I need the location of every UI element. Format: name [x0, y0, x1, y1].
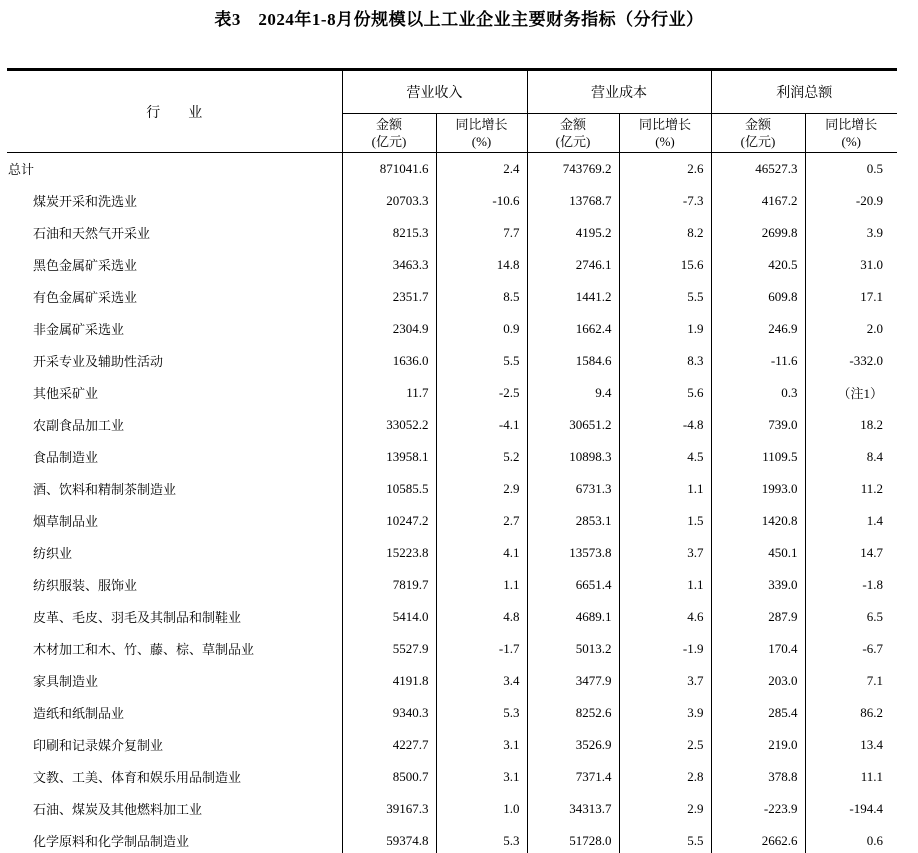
revenue-growth-cell: -4.1	[436, 409, 527, 441]
table-row	[7, 409, 897, 441]
cost-amount-cell: 9.4	[527, 377, 619, 409]
cost-growth-cell: -4.8	[619, 409, 711, 441]
subheader-profit-amount	[711, 114, 805, 153]
cost-amount-cell: 51728.0	[527, 825, 619, 853]
profit-amount-cell: 1109.5	[711, 441, 805, 473]
column-header-operating-cost: 营业成本	[527, 70, 711, 114]
profit-growth-cell: 7.1	[805, 665, 897, 697]
revenue-amount-cell: 8500.7	[342, 761, 436, 793]
table-row	[7, 153, 897, 185]
industry-cell: 皮革、毛皮、羽毛及其制品和制鞋业	[33, 610, 242, 625]
revenue-amount-cell: 20703.3	[342, 185, 436, 217]
cost-growth-cell: 2.5	[619, 729, 711, 761]
cost-amount-cell: 34313.7	[527, 793, 619, 825]
cost-growth-cell: 15.6	[619, 249, 711, 281]
cost-amount-cell: 5013.2	[527, 633, 619, 665]
revenue-growth-cell: 5.5	[436, 345, 527, 377]
cost-amount-cell: 4195.2	[527, 217, 619, 249]
profit-growth-cell: 86.2	[805, 697, 897, 729]
financial-indicators-table	[7, 68, 897, 853]
subheader-label: 金额	[375, 117, 402, 132]
revenue-growth-cell: -1.7	[436, 633, 527, 665]
profit-amount-cell: -223.9	[711, 793, 805, 825]
revenue-growth-cell: 5.2	[436, 441, 527, 473]
subheader-unit: (亿元)	[371, 134, 407, 149]
profit-growth-cell: -6.7	[805, 633, 897, 665]
revenue-amount-cell: 8215.3	[342, 217, 436, 249]
profit-amount-cell: 339.0	[711, 569, 805, 601]
profit-growth-cell: -194.4	[805, 793, 897, 825]
revenue-growth-cell: 14.8	[436, 249, 527, 281]
column-header-operating-revenue: 营业收入	[342, 70, 527, 114]
cost-growth-cell: 8.2	[619, 217, 711, 249]
table-row	[7, 793, 897, 825]
cost-growth-cell: 3.7	[619, 665, 711, 697]
profit-growth-cell: -1.8	[805, 569, 897, 601]
profit-amount-cell: 219.0	[711, 729, 805, 761]
revenue-amount-cell: 2351.7	[342, 281, 436, 313]
cost-growth-cell: -7.3	[619, 185, 711, 217]
profit-amount-cell: 739.0	[711, 409, 805, 441]
table-row	[7, 761, 897, 793]
revenue-amount-cell: 59374.8	[342, 825, 436, 853]
profit-growth-cell: 0.6	[805, 825, 897, 853]
subheader-revenue-growth	[436, 114, 527, 153]
table-row	[7, 633, 897, 665]
cost-amount-cell: 10898.3	[527, 441, 619, 473]
cost-amount-cell: 743769.2	[527, 153, 619, 185]
cost-growth-cell: 2.8	[619, 761, 711, 793]
profit-growth-cell: 3.9	[805, 217, 897, 249]
revenue-growth-cell: 2.7	[436, 505, 527, 537]
industry-cell: 纺织业	[33, 546, 73, 561]
profit-growth-cell: （注1）	[805, 377, 897, 409]
profit-amount-cell: 2699.8	[711, 217, 805, 249]
industry-cell: 印刷和记录媒介复制业	[33, 738, 164, 753]
cost-growth-cell: 1.1	[619, 569, 711, 601]
profit-growth-cell: 2.0	[805, 313, 897, 345]
revenue-amount-cell: 871041.6	[342, 153, 436, 185]
cost-amount-cell: 3526.9	[527, 729, 619, 761]
cost-amount-cell: 1662.4	[527, 313, 619, 345]
subheader-label: 同比增长	[638, 117, 691, 132]
revenue-amount-cell: 10247.2	[342, 505, 436, 537]
cost-amount-cell: 30651.2	[527, 409, 619, 441]
profit-amount-cell: 246.9	[711, 313, 805, 345]
subheader-label: 金额	[744, 117, 771, 132]
revenue-growth-cell: 4.1	[436, 537, 527, 569]
industry-cell: 食品制造业	[33, 450, 99, 465]
cost-amount-cell: 13768.7	[527, 185, 619, 217]
revenue-growth-cell: 1.0	[436, 793, 527, 825]
table-row	[7, 185, 897, 217]
revenue-amount-cell: 2304.9	[342, 313, 436, 345]
header-row-groups	[7, 70, 897, 114]
industry-cell: 酒、饮料和精制茶制造业	[33, 482, 177, 497]
industry-cell: 煤炭开采和洗选业	[33, 194, 138, 209]
industry-cell: 石油、煤炭及其他燃料加工业	[33, 802, 203, 817]
page-title: 表3 2024年1-8月份规模以上工业企业主要财务指标（分行业）	[214, 10, 704, 29]
subheader-unit: (亿元)	[555, 134, 591, 149]
profit-amount-cell: 609.8	[711, 281, 805, 313]
profit-growth-cell: -332.0	[805, 345, 897, 377]
revenue-growth-cell: 3.1	[436, 729, 527, 761]
cost-growth-cell: 3.9	[619, 697, 711, 729]
revenue-amount-cell: 1636.0	[342, 345, 436, 377]
profit-amount-cell: 203.0	[711, 665, 805, 697]
revenue-amount-cell: 4227.7	[342, 729, 436, 761]
revenue-amount-cell: 10585.5	[342, 473, 436, 505]
industry-cell: 木材加工和木、竹、藤、棕、草制品业	[33, 642, 255, 657]
revenue-amount-cell: 13958.1	[342, 441, 436, 473]
cost-growth-cell: 4.6	[619, 601, 711, 633]
revenue-growth-cell: 5.3	[436, 697, 527, 729]
subheader-cost-growth	[619, 114, 711, 153]
table-row	[7, 601, 897, 633]
cost-growth-cell: 5.6	[619, 377, 711, 409]
revenue-amount-cell: 7819.7	[342, 569, 436, 601]
table-row	[7, 217, 897, 249]
profit-amount-cell: 450.1	[711, 537, 805, 569]
industry-cell: 家具制造业	[33, 674, 99, 689]
revenue-amount-cell: 3463.3	[342, 249, 436, 281]
industry-cell: 文教、工美、体育和娱乐用品制造业	[33, 770, 242, 785]
revenue-growth-cell: 3.4	[436, 665, 527, 697]
revenue-growth-cell: -10.6	[436, 185, 527, 217]
profit-growth-cell: 6.5	[805, 601, 897, 633]
profit-growth-cell: 8.4	[805, 441, 897, 473]
industry-cell: 烟草制品业	[33, 514, 99, 529]
table-row	[7, 697, 897, 729]
cost-growth-cell: 4.5	[619, 441, 711, 473]
table-row	[7, 505, 897, 537]
table-row	[7, 441, 897, 473]
cost-amount-cell: 6731.3	[527, 473, 619, 505]
revenue-growth-cell: 5.3	[436, 825, 527, 853]
industry-cell: 纺织服装、服饰业	[33, 578, 138, 593]
table-row	[7, 473, 897, 505]
subheader-revenue-amount	[342, 114, 436, 153]
subheader-unit: (%)	[471, 134, 492, 149]
cost-amount-cell: 8252.6	[527, 697, 619, 729]
table-row	[7, 665, 897, 697]
revenue-growth-cell: -2.5	[436, 377, 527, 409]
revenue-amount-cell: 15223.8	[342, 537, 436, 569]
industry-cell: 造纸和纸制品业	[33, 706, 125, 721]
cost-growth-cell: 2.9	[619, 793, 711, 825]
cost-growth-cell: 1.5	[619, 505, 711, 537]
profit-amount-cell: 46527.3	[711, 153, 805, 185]
profit-amount-cell: 170.4	[711, 633, 805, 665]
subheader-cost-amount	[527, 114, 619, 153]
table-row	[7, 249, 897, 281]
cost-growth-cell: 5.5	[619, 825, 711, 853]
cost-growth-cell: 1.1	[619, 473, 711, 505]
revenue-amount-cell: 39167.3	[342, 793, 436, 825]
industry-cell: 其他采矿业	[33, 386, 99, 401]
table-header	[7, 70, 897, 153]
table-row	[7, 729, 897, 761]
industry-cell: 开采专业及辅助性活动	[33, 354, 164, 369]
profit-growth-cell: -20.9	[805, 185, 897, 217]
cost-amount-cell: 7371.4	[527, 761, 619, 793]
revenue-amount-cell: 4191.8	[342, 665, 436, 697]
profit-growth-cell: 18.2	[805, 409, 897, 441]
table-row	[7, 537, 897, 569]
industry-cell: 石油和天然气开采业	[33, 226, 151, 241]
profit-growth-cell: 1.4	[805, 505, 897, 537]
cost-amount-cell: 4689.1	[527, 601, 619, 633]
revenue-growth-cell: 0.9	[436, 313, 527, 345]
profit-amount-cell: 1420.8	[711, 505, 805, 537]
subheader-label: 金额	[559, 117, 586, 132]
subheader-label: 同比增长	[455, 117, 508, 132]
profit-amount-cell: 378.8	[711, 761, 805, 793]
profit-amount-cell: -11.6	[711, 345, 805, 377]
profit-amount-cell: 287.9	[711, 601, 805, 633]
table-row	[7, 281, 897, 313]
cost-amount-cell: 6651.4	[527, 569, 619, 601]
cost-amount-cell: 13573.8	[527, 537, 619, 569]
industry-cell: 黑色金属矿采选业	[33, 258, 138, 273]
table-row	[7, 345, 897, 377]
profit-growth-cell: 11.2	[805, 473, 897, 505]
table-body	[7, 153, 897, 853]
profit-growth-cell: 13.4	[805, 729, 897, 761]
column-header-industry: 行 业	[7, 70, 342, 153]
profit-growth-cell: 17.1	[805, 281, 897, 313]
profit-growth-cell: 0.5	[805, 153, 897, 185]
industry-cell: 化学原料和化学制品制造业	[33, 834, 190, 849]
industry-cell: 农副食品加工业	[33, 418, 125, 433]
cost-growth-cell: -1.9	[619, 633, 711, 665]
cost-growth-cell: 8.3	[619, 345, 711, 377]
revenue-amount-cell: 9340.3	[342, 697, 436, 729]
table-row	[7, 825, 897, 853]
cost-amount-cell: 1584.6	[527, 345, 619, 377]
revenue-growth-cell: 8.5	[436, 281, 527, 313]
subheader-unit: (%)	[841, 134, 861, 149]
revenue-growth-cell: 3.1	[436, 761, 527, 793]
cost-amount-cell: 2853.1	[527, 505, 619, 537]
table-row	[7, 377, 897, 409]
profit-amount-cell: 0.3	[711, 377, 805, 409]
profit-growth-cell: 14.7	[805, 537, 897, 569]
cost-amount-cell: 1441.2	[527, 281, 619, 313]
profit-growth-cell: 11.1	[805, 761, 897, 793]
cost-amount-cell: 2746.1	[527, 249, 619, 281]
table-row	[7, 313, 897, 345]
revenue-growth-cell: 4.8	[436, 601, 527, 633]
revenue-amount-cell: 33052.2	[342, 409, 436, 441]
revenue-growth-cell: 2.4	[436, 153, 527, 185]
subheader-unit: (亿元)	[740, 134, 776, 149]
profit-amount-cell: 285.4	[711, 697, 805, 729]
cost-growth-cell: 2.6	[619, 153, 711, 185]
profit-amount-cell: 4167.2	[711, 185, 805, 217]
industry-cell: 总计	[8, 162, 35, 178]
cost-growth-cell: 1.9	[619, 313, 711, 345]
cost-growth-cell: 3.7	[619, 537, 711, 569]
revenue-growth-cell: 1.1	[436, 569, 527, 601]
revenue-amount-cell: 5414.0	[342, 601, 436, 633]
profit-amount-cell: 420.5	[711, 249, 805, 281]
profit-growth-cell: 31.0	[805, 249, 897, 281]
profit-amount-cell: 2662.6	[711, 825, 805, 853]
cost-growth-cell: 5.5	[619, 281, 711, 313]
revenue-growth-cell: 7.7	[436, 217, 527, 249]
column-header-total-profit: 利润总额	[711, 70, 897, 114]
subheader-label: 同比增长	[825, 117, 878, 132]
table-row	[7, 569, 897, 601]
subheader-profit-growth	[805, 114, 897, 153]
profit-amount-cell: 1993.0	[711, 473, 805, 505]
revenue-growth-cell: 2.9	[436, 473, 527, 505]
revenue-amount-cell: 5527.9	[342, 633, 436, 665]
cost-amount-cell: 3477.9	[527, 665, 619, 697]
industry-cell: 非金属矿采选业	[33, 322, 125, 337]
subheader-unit: (%)	[655, 134, 675, 149]
revenue-amount-cell: 11.7	[342, 377, 436, 409]
industry-cell: 有色金属矿采选业	[33, 290, 138, 305]
